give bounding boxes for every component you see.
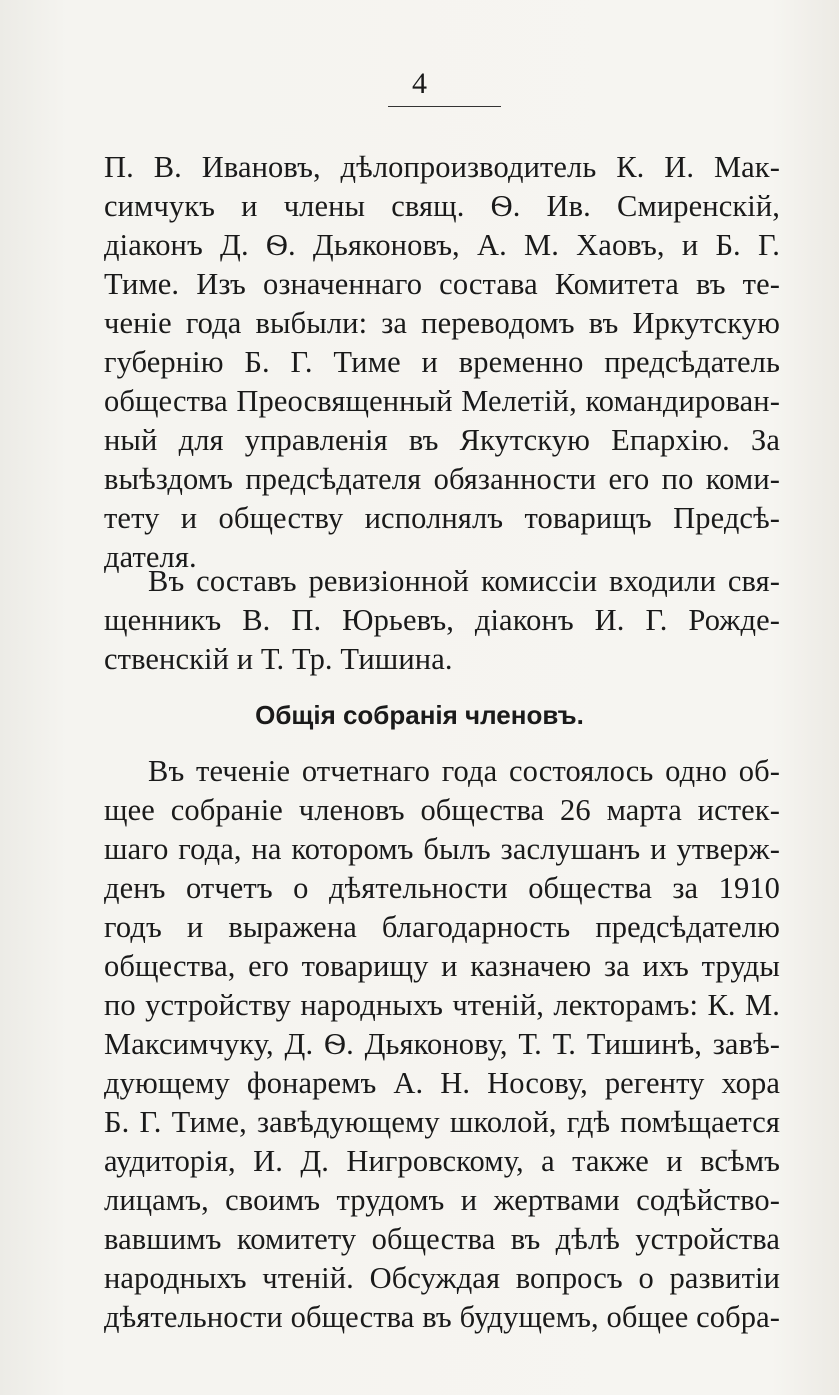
- text-line: щенникъ В. П. Юрьевъ, діаконъ И. Г. Рожде-: [104, 603, 780, 637]
- text-line: діаконъ Д. Ѳ. Дьяконовъ, А. М. Хаовъ, и Б. Г.: [104, 228, 780, 262]
- text-line: П. В. Ивановъ, дѣлопроизводитель К. И. Мак-: [104, 150, 780, 184]
- paragraph-general-meetings: [104, 752, 780, 1337]
- text-line: выѣздомъ предсѣдателя обязанности его по коми-: [104, 462, 780, 496]
- text-line: Б. Г. Тиме, завѣдующему школой, гдѣ помѣщается: [104, 1105, 780, 1139]
- text-line: годъ и выражена благодарность предсѣдателю: [104, 910, 780, 944]
- text-line: ный для управленія въ Якутскую Епархію. За: [104, 423, 780, 457]
- text-line: Въ теченіе отчетнаго года состоялось одно об-: [148, 754, 780, 788]
- text-line: Тиме. Изъ означеннаго состава Комитета въ те-: [104, 267, 780, 301]
- section-heading: Общія собранія членовъ.: [255, 700, 584, 730]
- text-line: шаго года, на которомъ былъ заслушанъ и утверж-: [104, 832, 780, 866]
- page-number: 4: [412, 67, 427, 100]
- text-line: по устройству народныхъ чтеній, лекторамъ: К. М.: [104, 988, 780, 1022]
- text-line: дующему фонаремъ А. Н. Носову, регенту хора: [104, 1066, 780, 1100]
- text-line: вавшимъ комитету общества въ дѣлѣ устройства: [104, 1222, 780, 1256]
- text-line: ственскій и Т. Тр. Тишина.: [104, 642, 453, 676]
- text-line: дѣятельности общества въ будущемъ, общее собра-: [104, 1300, 780, 1334]
- paragraph-committee-changes: [104, 148, 780, 577]
- text-line: денъ отчетъ о дѣятельности общества за 1910: [104, 871, 780, 905]
- text-line: общества, его товарищу и казначею за ихъ труды: [104, 949, 780, 983]
- text-line: Въ составъ ревизіонной комиссіи входили свя-: [148, 564, 780, 598]
- text-line: общества Преосвященный Мелетій, командирован-: [104, 384, 780, 418]
- text-line: тету и обществу исполнялъ товарищъ Предсѣ-: [104, 501, 780, 535]
- text-line: губернію Б. Г. Тиме и временно предсѣдатель: [104, 345, 780, 379]
- text-line: народныхъ чтеній. Обсуждая вопросъ о развитіи: [104, 1261, 780, 1295]
- text-line: дателя.: [104, 540, 197, 574]
- text-line: симчукъ и члены свящ. Ѳ. Ив. Смиренскій,: [104, 189, 780, 223]
- text-line: аудиторія, И. Д. Нигровскому, а также и всѣмъ: [104, 1144, 780, 1178]
- text-line: лицамъ, своимъ трудомъ и жертвами содѣйство-: [104, 1183, 780, 1217]
- paragraph-audit-commission: [104, 562, 780, 679]
- text-line: Максимчуку, Д. Ѳ. Дьяконову, Т. Т. Тишинѣ, завѣ-: [104, 1027, 780, 1061]
- page-number-rule: [388, 106, 501, 107]
- text-line: щее собраніе членовъ общества 26 марта истек-: [104, 793, 780, 827]
- text-line: ченіе года выбыли: за переводомъ въ Иркутскую: [104, 306, 780, 340]
